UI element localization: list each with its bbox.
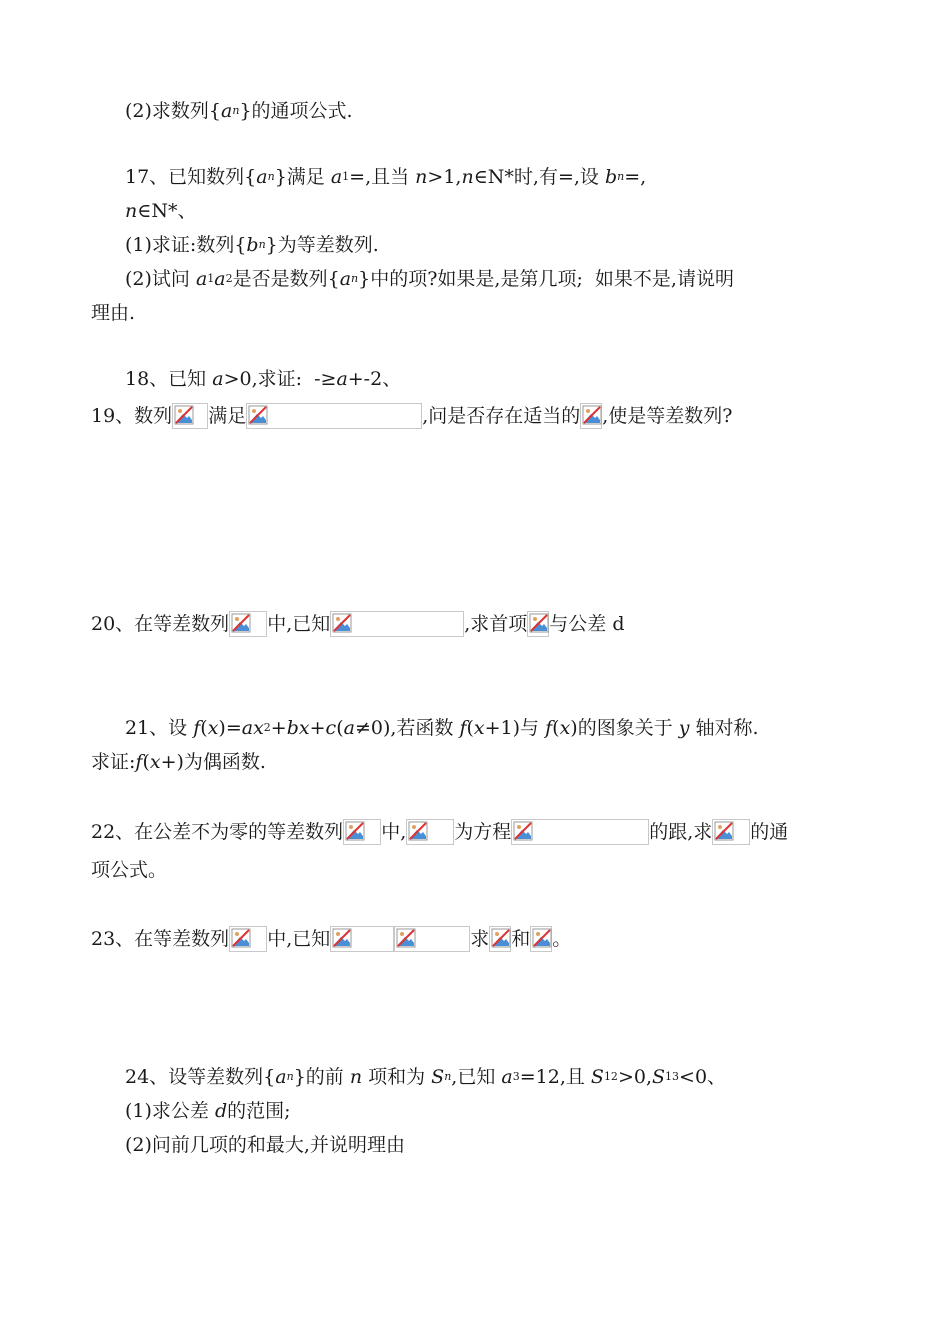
- item-19: 19、数列 满足 ,问是否存在适当的 ,使是等差数列?: [91, 405, 733, 427]
- broken-image-icon: [527, 611, 549, 637]
- item-22-line2: 项公式。: [91, 859, 168, 881]
- item-24-sub2: (2)问前几项的和最大,并说明理由: [125, 1134, 405, 1156]
- broken-image-icon: [246, 403, 422, 429]
- item-24-sub1: (1)求公差 d 的范围;: [125, 1100, 291, 1122]
- broken-image-icon: [229, 611, 267, 637]
- item-17-sub1: (1)求证:数列{ b n }为等差数列.: [125, 234, 379, 256]
- item-21-line1: 21、设 f ( x ) = ax 2 + bx + c ( a ≠0),若函数 f ( x +1)与 f ( x ) 的图象关于 y 轴对称.: [125, 717, 759, 739]
- broken-image-icon: [712, 819, 750, 845]
- broken-image-icon: [343, 819, 381, 845]
- broken-image-icon: [330, 611, 464, 637]
- broken-image-icon: [172, 403, 208, 429]
- item-23: 23、在等差数列 中,已知 求 和 。: [91, 928, 572, 950]
- item-20: 20、在等差数列 中,已知 ,求首项 与公差 d: [91, 613, 625, 635]
- broken-image-icon: [330, 926, 394, 952]
- item-16-part2: (2)求数列{ a n }的通项公式.: [125, 100, 353, 122]
- item-22-line1: 22、在公差不为零的等差数列 中, 为方程 的跟,求 的通: [91, 821, 789, 843]
- item-17-line2: n ∈N*、: [125, 200, 197, 222]
- broken-image-icon: [229, 926, 267, 952]
- broken-image-icon: [489, 926, 511, 952]
- item-17-line1: 17、已知数列{ a n }满足 a 1 =,且当 n >1, n ∈N*时,有=,设 b n =,: [125, 166, 647, 188]
- broken-image-icon: [511, 819, 649, 845]
- item-21-line2: 求证: f ( x +)为偶函数.: [91, 751, 266, 773]
- broken-image-icon: [394, 926, 470, 952]
- item-17-sub2-cont: 理由.: [91, 302, 136, 324]
- broken-image-icon: [406, 819, 454, 845]
- item-18: 18、已知 a >0,求证: -≥ a +-2、: [125, 368, 402, 390]
- broken-image-icon: [580, 403, 602, 429]
- item-17-sub2: (2)试问 a 1 a 2 是否是数列{ a n }中的项?如果是,是第几项; 如果不是,请说明: [125, 268, 734, 290]
- broken-image-icon: [530, 926, 552, 952]
- item-24-line1: 24、设等差数列{ a n }的前 n 项和为 S n ,已知 a 3 =12,且 S 12 >0, S 13 <0、: [125, 1066, 727, 1088]
